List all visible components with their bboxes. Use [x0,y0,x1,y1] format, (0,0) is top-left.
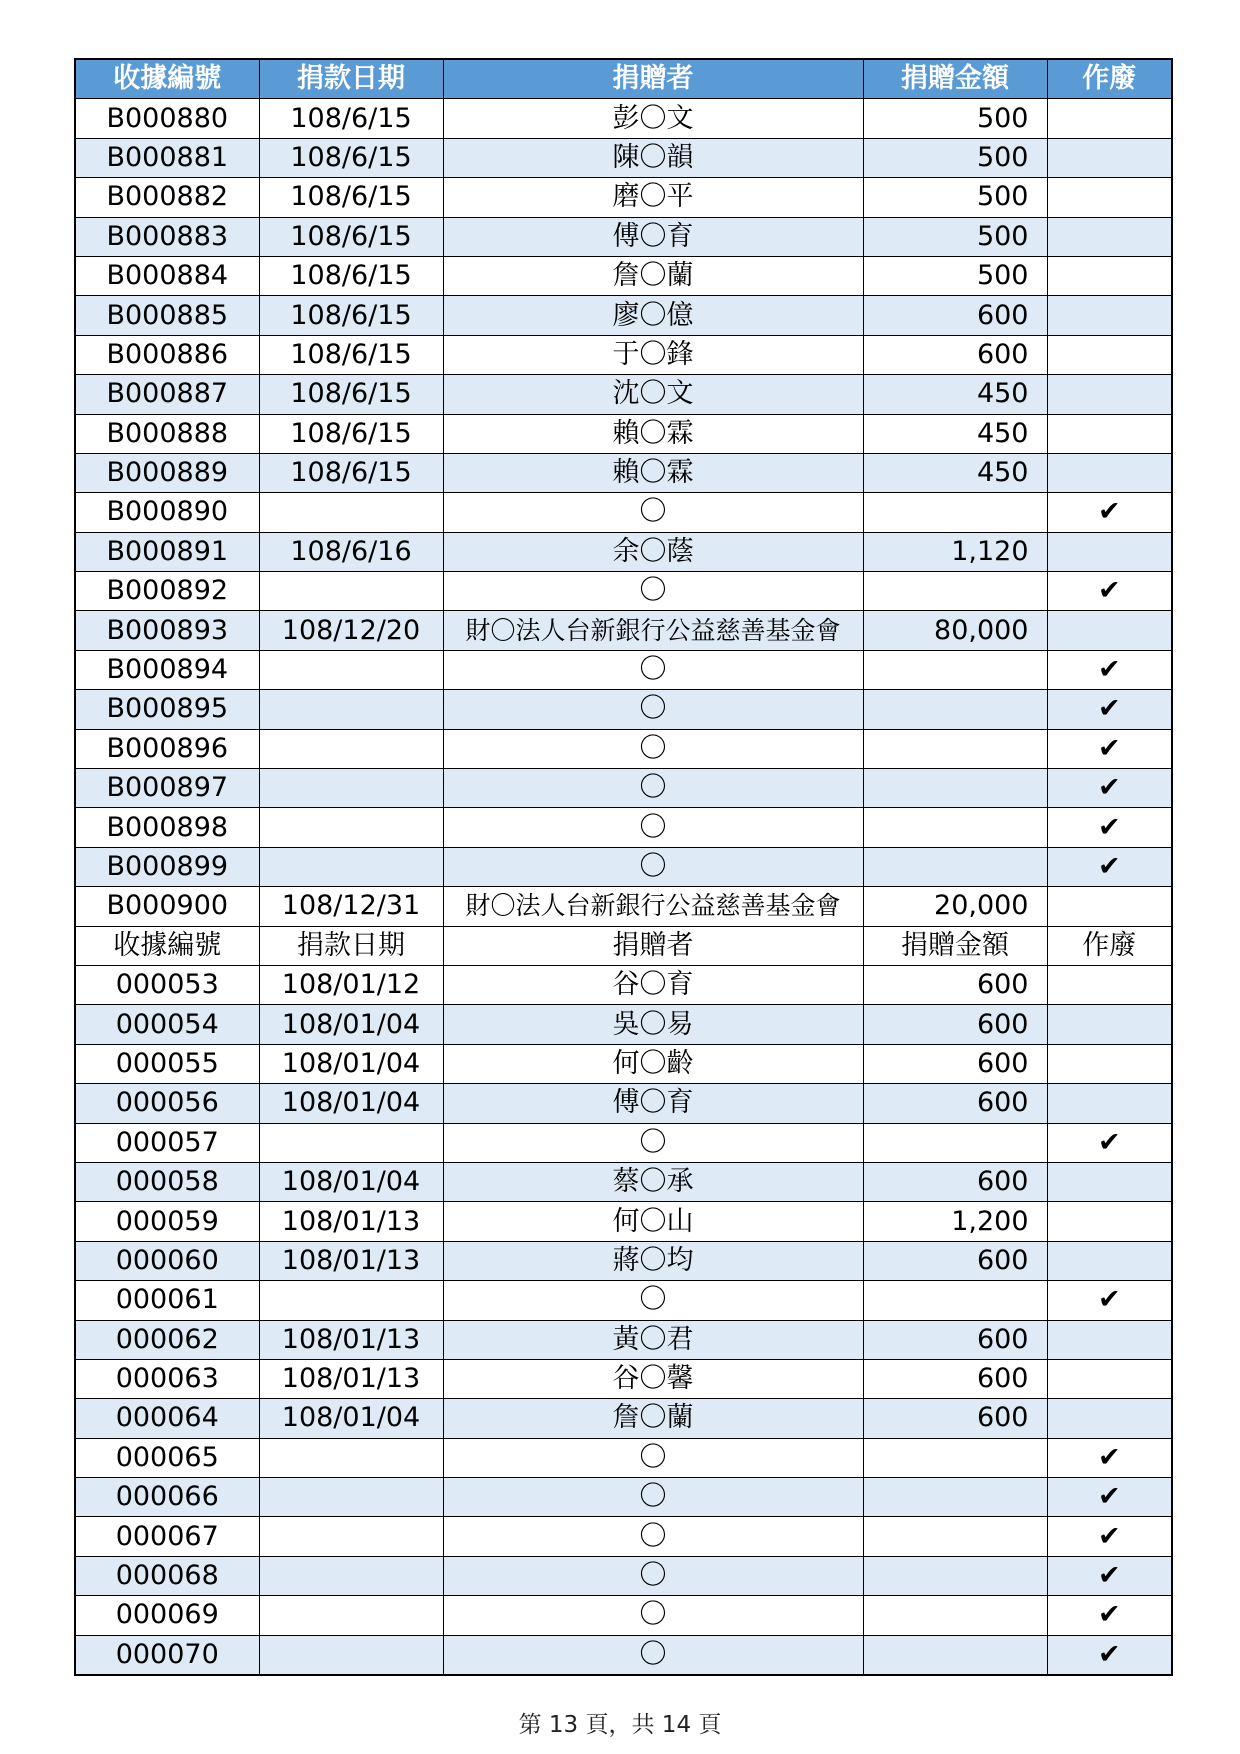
cell-void-mark [1047,296,1172,335]
table-row [75,256,1172,295]
table-row [75,178,1172,217]
table-row [75,1084,1172,1123]
cell-amount: 500 [863,178,1047,217]
cell-amount: 600 [863,335,1047,374]
subheader-receipt-number: 收據編號 [75,926,259,965]
cell-amount [863,1281,1047,1320]
cell-void-mark [1047,414,1172,453]
cell-receipt-number: B000895 [75,690,259,729]
cell-donor: 蔣〇均 [443,1241,863,1280]
cell-receipt-number: 000058 [75,1162,259,1201]
table-row [75,1044,1172,1083]
cell-void-mark [1047,1320,1172,1359]
cell-donation-date [259,1635,443,1675]
subheader-donor: 捐贈者 [443,926,863,965]
cell-donation-date [259,493,443,532]
cell-amount [863,1478,1047,1517]
cell-donor: 何〇山 [443,1202,863,1241]
cell-donation-date: 108/6/15 [259,335,443,374]
cell-donor: 〇 [443,1517,863,1556]
subheader-donation-date: 捐款日期 [259,926,443,965]
table-row [75,1005,1172,1044]
table-row [75,1478,1172,1517]
cell-void-mark: ✔ [1047,572,1172,611]
cell-amount [863,808,1047,847]
cell-receipt-number: B000882 [75,178,259,217]
cell-receipt-number: 000065 [75,1438,259,1477]
cell-donation-date [259,572,443,611]
cell-donation-date [259,729,443,768]
cell-donation-date [259,1596,443,1635]
cell-donor: 賴〇霖 [443,453,863,492]
cell-void-mark [1047,1202,1172,1241]
cell-donor: 于〇鋒 [443,335,863,374]
table-row [75,650,1172,689]
cell-void-mark [1047,1241,1172,1280]
cell-amount: 500 [863,99,1047,138]
cell-donation-date [259,847,443,886]
cell-donation-date: 108/01/04 [259,1084,443,1123]
table-row [75,965,1172,1004]
cell-receipt-number: B000896 [75,729,259,768]
cell-void-mark [1047,1399,1172,1438]
cell-receipt-number: B000880 [75,99,259,138]
cell-receipt-number: B000897 [75,769,259,808]
cell-amount: 1,200 [863,1202,1047,1241]
table-row [75,1281,1172,1320]
cell-donor: 財〇法人台新銀行公益慈善基金會 [443,611,863,650]
cell-donation-date: 108/01/13 [259,1202,443,1241]
cell-donation-date: 108/01/04 [259,1044,443,1083]
cell-donor: 〇 [443,493,863,532]
cell-donor: 〇 [443,1478,863,1517]
cell-receipt-number: 000061 [75,1281,259,1320]
cell-amount: 600 [863,296,1047,335]
cell-donor: 〇 [443,1438,863,1477]
cell-donor: 〇 [443,1281,863,1320]
cell-amount: 500 [863,138,1047,177]
cell-receipt-number: B000891 [75,532,259,571]
cell-donation-date: 108/6/15 [259,453,443,492]
cell-donation-date: 108/01/13 [259,1359,443,1398]
cell-receipt-number: 000068 [75,1556,259,1595]
table-row [75,1359,1172,1398]
header-receipt-number: 收據編號 [75,59,259,99]
cell-donation-date: 108/6/15 [259,138,443,177]
cell-donor: 傅〇育 [443,1084,863,1123]
cell-donor: 詹〇蘭 [443,1399,863,1438]
subheader-amount: 捐贈金額 [863,926,1047,965]
cell-void-mark [1047,1162,1172,1201]
cell-donation-date: 108/6/15 [259,375,443,414]
cell-amount: 450 [863,453,1047,492]
cell-donation-date: 108/6/15 [259,217,443,256]
cell-receipt-number: B000888 [75,414,259,453]
cell-void-mark: ✔ [1047,1438,1172,1477]
table-row [75,769,1172,808]
cell-donor: 〇 [443,729,863,768]
cell-donor: 〇 [443,847,863,886]
cell-receipt-number: B000900 [75,887,259,926]
cell-receipt-number: B000883 [75,217,259,256]
cell-receipt-number: 000056 [75,1084,259,1123]
cell-donation-date [259,1478,443,1517]
cell-void-mark [1047,887,1172,926]
cell-void-mark: ✔ [1047,1123,1172,1162]
cell-amount [863,769,1047,808]
cell-donation-date: 108/6/15 [259,178,443,217]
table-row [75,1438,1172,1477]
table-subheader-row [75,926,1172,965]
table-row [75,729,1172,768]
cell-void-mark [1047,335,1172,374]
cell-donor: 〇 [443,1556,863,1595]
cell-void-mark [1047,453,1172,492]
cell-void-mark [1047,965,1172,1004]
cell-donation-date [259,808,443,847]
cell-receipt-number: 000057 [75,1123,259,1162]
table-row [75,808,1172,847]
cell-amount: 600 [863,1162,1047,1201]
cell-donor: 〇 [443,1123,863,1162]
table-row [75,375,1172,414]
cell-amount [863,847,1047,886]
cell-void-mark [1047,1084,1172,1123]
cell-void-mark: ✔ [1047,1281,1172,1320]
cell-void-mark: ✔ [1047,1596,1172,1635]
cell-amount: 500 [863,217,1047,256]
table-row [75,335,1172,374]
cell-amount [863,1123,1047,1162]
cell-donor: 余〇蔭 [443,532,863,571]
table-row [75,1320,1172,1359]
cell-donor: 廖〇億 [443,296,863,335]
cell-donor: 何〇齡 [443,1044,863,1083]
cell-donation-date: 108/01/13 [259,1241,443,1280]
cell-void-mark: ✔ [1047,1556,1172,1595]
cell-donor: 〇 [443,1635,863,1675]
table-row [75,217,1172,256]
cell-void-mark [1047,1359,1172,1398]
cell-amount: 20,000 [863,887,1047,926]
cell-void-mark: ✔ [1047,769,1172,808]
cell-receipt-number: 000066 [75,1478,259,1517]
table-row [75,572,1172,611]
table-row [75,847,1172,886]
cell-receipt-number: B000885 [75,296,259,335]
cell-void-mark [1047,532,1172,571]
table-row [75,690,1172,729]
table-row [75,99,1172,138]
cell-void-mark: ✔ [1047,1517,1172,1556]
cell-void-mark [1047,256,1172,295]
cell-amount: 80,000 [863,611,1047,650]
cell-void-mark [1047,375,1172,414]
cell-receipt-number: 000069 [75,1596,259,1635]
cell-receipt-number: 000053 [75,965,259,1004]
cell-donation-date: 108/01/04 [259,1399,443,1438]
cell-receipt-number: B000889 [75,453,259,492]
cell-amount [863,572,1047,611]
cell-receipt-number: B000898 [75,808,259,847]
cell-donation-date [259,1556,443,1595]
cell-donor: 〇 [443,1596,863,1635]
cell-donation-date [259,1123,443,1162]
cell-void-mark: ✔ [1047,729,1172,768]
cell-receipt-number: 000063 [75,1359,259,1398]
table-row [75,1635,1172,1675]
table-body [75,99,1172,1675]
cell-donor: 〇 [443,690,863,729]
cell-amount [863,650,1047,689]
cell-donor: 磨〇平 [443,178,863,217]
cell-amount: 450 [863,414,1047,453]
cell-void-mark [1047,138,1172,177]
table-row [75,887,1172,926]
cell-receipt-number: B000892 [75,572,259,611]
cell-amount: 600 [863,1044,1047,1083]
cell-void-mark: ✔ [1047,690,1172,729]
table-row [75,1123,1172,1162]
cell-donor: 傅〇育 [443,217,863,256]
cell-void-mark [1047,99,1172,138]
cell-void-mark [1047,178,1172,217]
cell-receipt-number: B000899 [75,847,259,886]
cell-donor: 谷〇馨 [443,1359,863,1398]
cell-receipt-number: 000055 [75,1044,259,1083]
table-row [75,138,1172,177]
cell-donation-date: 108/6/15 [259,414,443,453]
cell-amount: 600 [863,965,1047,1004]
cell-amount [863,1517,1047,1556]
cell-donation-date: 108/6/15 [259,256,443,295]
cell-void-mark: ✔ [1047,650,1172,689]
cell-donor: 〇 [443,808,863,847]
cell-donor: 黃〇君 [443,1320,863,1359]
cell-donor: 沈〇文 [443,375,863,414]
cell-receipt-number: B000881 [75,138,259,177]
cell-void-mark [1047,611,1172,650]
cell-amount: 600 [863,1005,1047,1044]
cell-donation-date [259,1281,443,1320]
cell-receipt-number: B000884 [75,256,259,295]
cell-receipt-number: B000894 [75,650,259,689]
cell-receipt-number: 000054 [75,1005,259,1044]
cell-donor: 〇 [443,572,863,611]
cell-donation-date: 108/12/31 [259,887,443,926]
table-row [75,1399,1172,1438]
cell-void-mark: ✔ [1047,1478,1172,1517]
header-donor: 捐贈者 [443,59,863,99]
cell-receipt-number: 000064 [75,1399,259,1438]
cell-receipt-number: 000067 [75,1517,259,1556]
cell-receipt-number: B000893 [75,611,259,650]
cell-donor: 〇 [443,650,863,689]
table-row [75,1162,1172,1201]
table-row [75,1556,1172,1595]
header-void: 作廢 [1047,59,1172,99]
cell-amount [863,493,1047,532]
cell-void-mark: ✔ [1047,847,1172,886]
cell-receipt-number: B000887 [75,375,259,414]
cell-receipt-number: 000059 [75,1202,259,1241]
header-amount: 捐贈金額 [863,59,1047,99]
cell-donation-date: 108/6/16 [259,532,443,571]
cell-amount: 600 [863,1399,1047,1438]
donation-receipt-table [74,58,1173,1676]
cell-donor: 蔡〇承 [443,1162,863,1201]
table-header-row [75,59,1172,99]
cell-donor: 財〇法人台新銀行公益慈善基金會 [443,887,863,926]
table-row [75,296,1172,335]
cell-donor: 陳〇韻 [443,138,863,177]
cell-donor: 賴〇霖 [443,414,863,453]
cell-donation-date: 108/01/04 [259,1162,443,1201]
cell-amount: 450 [863,375,1047,414]
cell-amount: 600 [863,1241,1047,1280]
cell-donor: 〇 [443,769,863,808]
cell-receipt-number: 000060 [75,1241,259,1280]
cell-donation-date: 108/6/15 [259,296,443,335]
cell-void-mark: ✔ [1047,493,1172,532]
cell-void-mark [1047,1005,1172,1044]
cell-donation-date: 108/01/04 [259,1005,443,1044]
cell-void-mark [1047,217,1172,256]
cell-amount [863,729,1047,768]
cell-amount [863,1556,1047,1595]
table-row [75,611,1172,650]
cell-amount: 600 [863,1084,1047,1123]
table-row [75,493,1172,532]
cell-donation-date: 108/12/20 [259,611,443,650]
cell-donation-date [259,769,443,808]
cell-donor: 谷〇育 [443,965,863,1004]
cell-donor: 吳〇易 [443,1005,863,1044]
cell-donor: 彭〇文 [443,99,863,138]
cell-donation-date [259,650,443,689]
cell-void-mark: ✔ [1047,808,1172,847]
cell-amount [863,1596,1047,1635]
table-row [75,1517,1172,1556]
cell-void-mark [1047,1044,1172,1083]
cell-donation-date [259,690,443,729]
table-row [75,1596,1172,1635]
table-row [75,414,1172,453]
cell-amount: 600 [863,1320,1047,1359]
cell-donation-date: 108/01/12 [259,965,443,1004]
table-row [75,453,1172,492]
cell-donation-date [259,1438,443,1477]
header-donation-date: 捐款日期 [259,59,443,99]
cell-amount: 500 [863,256,1047,295]
cell-donation-date [259,1517,443,1556]
table-row [75,532,1172,571]
subheader-void-mark: 作廢 [1047,926,1172,965]
cell-receipt-number: B000890 [75,493,259,532]
cell-receipt-number: 000070 [75,1635,259,1675]
table-row [75,1241,1172,1280]
cell-donation-date: 108/6/15 [259,99,443,138]
cell-amount: 1,120 [863,532,1047,571]
cell-donation-date: 108/01/13 [259,1320,443,1359]
table-row [75,1202,1172,1241]
cell-receipt-number: B000886 [75,335,259,374]
cell-receipt-number: 000062 [75,1320,259,1359]
cell-void-mark: ✔ [1047,1635,1172,1675]
page-number-footer: 第 13 頁，共 14 頁 [518,1712,722,1738]
cell-amount: 600 [863,1359,1047,1398]
cell-amount [863,690,1047,729]
cell-donor: 詹〇蘭 [443,256,863,295]
cell-amount [863,1438,1047,1477]
cell-amount [863,1635,1047,1675]
